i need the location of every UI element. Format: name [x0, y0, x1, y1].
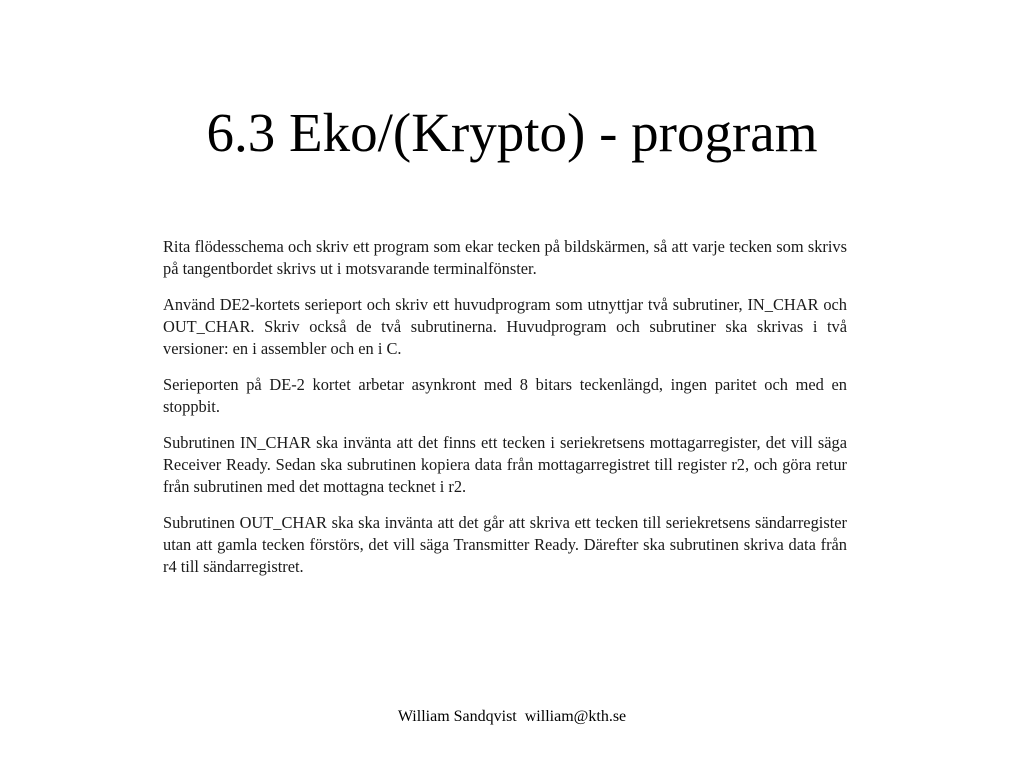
slide-footer: William Sandqvist william@kth.se — [397, 708, 627, 725]
paragraph-1: Rita flödesschema och skriv ett program som ekar tecken på bildskärmen, så att varje tecken som skrivs på tangentbordet skrivs ut i motsvarande terminalfönster. — [163, 237, 847, 278]
paragraph-3: Serieporten på DE-2 kortet arbetar asynkront med 8 bitars teckenlängd, ingen paritet och med en stoppbit. — [163, 375, 847, 416]
slide-body — [163, 236, 847, 592]
paragraph-4: Subrutinen IN_CHAR ska invänta att det finns ett tecken i seriekretsens mottagarregister, det vill säga Receiver Ready. Sedan ska subrutinen kopiera data från mottagarregistret till register r2, och göra retur från subrutinen med det mottagna tecknet i r2. — [163, 433, 847, 496]
paragraph-2: Använd DE2-kortets serieport och skriv ett huvudprogram som utnyttjar två subrutiner, IN_CHAR och OUT_CHAR. Skriv också de två subrutinerna. Huvudprogram och subrutiner ska skrivas i två versioner: en i assembler och en i C. — [163, 295, 847, 358]
slide-title: 6.3 Eko/(Krypto) - program — [206, 102, 818, 163]
paragraph-5: Subrutinen OUT_CHAR ska ska invänta att det går att skriva ett tecken till seriekretsens sändarregister utan att gamla tecken förstörs, det vill säga Transmitter Ready. Därefter ska subrutinen skriva data från r4 till sändarregistret. — [163, 513, 847, 576]
